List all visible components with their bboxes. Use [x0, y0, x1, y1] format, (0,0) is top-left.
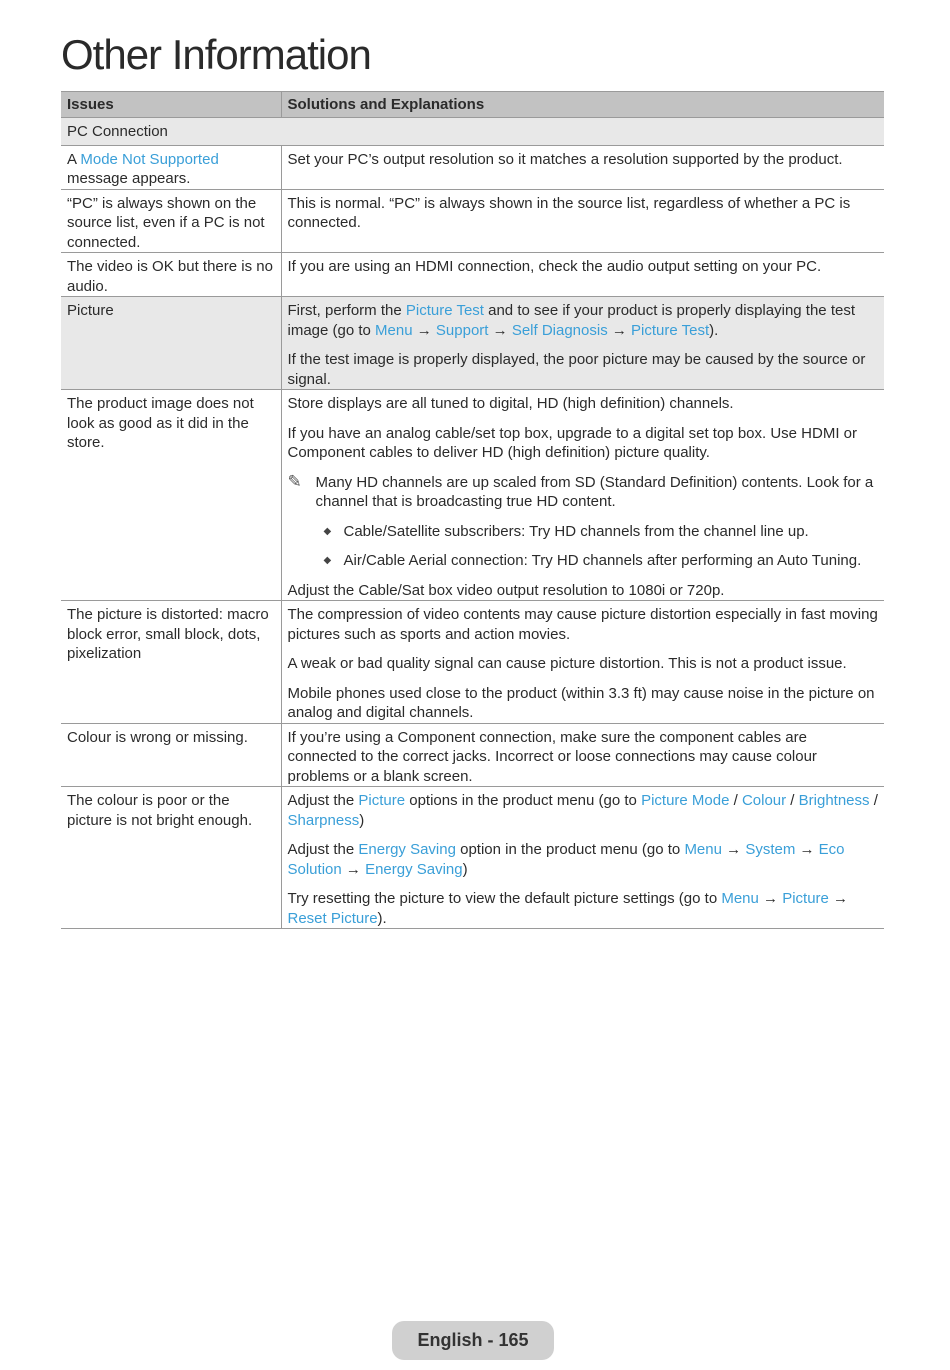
page-title: Other Information [61, 31, 371, 78]
arrow-icon: → [488, 321, 512, 339]
solution-text: The compression of video contents may cause picture distortion especially in fast moving pictures such as sports and action movies. [287, 606, 878, 643]
solution-text: If you’re using a Component connection, make sure the component cables are connected to the correct jacks. Incorrect or loose connections may cause colour problems or a blank screen. [287, 728, 817, 785]
table-header-row [61, 92, 884, 118]
solution-text [288, 301, 879, 340]
solution-cell [281, 601, 884, 724]
text: ) [462, 860, 468, 878]
link-menu[interactable]: Menu [684, 841, 722, 858]
solution-text: If you are using an HDMI connection, check the audio output setting on your PC. [287, 258, 822, 275]
pencil-note-icon: ✎ [287, 471, 302, 491]
issue-cell: “PC” is always shown on the source list, even if a PC is not connected. [61, 189, 281, 253]
text: Adjust the [287, 841, 359, 858]
solution-text: If you have an analog cable/set top box, upgrade to a digital set top box. Use HDMI or Component cables to deliver HD (high definition) picture quality. [287, 424, 858, 461]
link-picture[interactable]: Picture [358, 792, 406, 809]
diamond-bullet-icon: ◆ [323, 555, 332, 566]
solution-text [288, 791, 879, 830]
text: ) [359, 811, 365, 829]
header-issues: Issues [61, 92, 281, 118]
issue-text: A [67, 150, 81, 168]
issue-cell: The product image does not look as good as it did in the store. [61, 390, 281, 601]
solution-cell [281, 390, 884, 601]
table-row [61, 390, 884, 601]
issue-cell [61, 145, 281, 189]
arrow-icon: → [607, 321, 632, 339]
table-row [61, 601, 884, 724]
link-energy-saving-2[interactable]: Energy Saving [365, 860, 463, 878]
issue-cell: Picture [61, 297, 281, 390]
arrow-icon: → [341, 860, 366, 878]
arrow-icon: → [412, 321, 436, 339]
issue-cell: The colour is poor or the picture is not bright enough. [61, 787, 281, 929]
table-row [61, 787, 884, 929]
text: Try resetting the picture to view the default picture settings (go to [287, 890, 722, 907]
issue-cell: The picture is distorted: macro block error, small block, dots, pixelization [61, 601, 281, 724]
issue-cell: The video is OK but there is no audio. [61, 253, 281, 297]
link-sharpness[interactable]: Sharpness [287, 811, 360, 829]
troubleshooting-table [61, 91, 884, 929]
link-colour[interactable]: Colour [741, 792, 787, 809]
arrow-icon: → [721, 841, 746, 858]
link-self-diagnosis[interactable]: Self Diagnosis [511, 321, 608, 339]
table-row-picture [61, 297, 884, 390]
link-menu[interactable]: Menu [721, 890, 759, 907]
text: First, perform the [287, 302, 406, 319]
link-mode-not-supported[interactable]: Mode Not Supported [80, 150, 219, 168]
link-energy-saving[interactable]: Energy Saving [358, 841, 456, 858]
issue-text: message appears. [67, 170, 191, 187]
solution-cell [281, 723, 884, 787]
solution-cell [281, 787, 884, 929]
slash-separator: / [729, 792, 742, 809]
text: Adjust the [287, 792, 359, 809]
table-row [61, 145, 884, 189]
solution-text: This is normal. “PC” is always shown in the source list, regardless of whether a PC is connected. [287, 194, 851, 231]
text: and to see if your product is properly displaying the test image (go to [287, 302, 855, 339]
link-eco-solution[interactable]: Eco Solution [287, 841, 845, 878]
bullet-item [288, 551, 879, 571]
solution-text [288, 889, 879, 928]
text: ). [377, 909, 387, 927]
solution-text [288, 840, 879, 879]
bullet-text: Air/Cable Aerial connection: Try HD channels after performing an Auto Tuning. [343, 552, 862, 569]
header-solutions: Solutions and Explanations [281, 92, 884, 118]
table-row [61, 253, 884, 297]
text: ). [709, 321, 719, 339]
solution-text: Mobile phones used close to the product (within 3.3 ft) may cause noise in the picture on analog and digital channels. [287, 684, 875, 721]
text: options in the product menu (go to [405, 792, 642, 809]
table-row [61, 723, 884, 787]
section-label: PC Connection [61, 118, 884, 146]
table-row [61, 189, 884, 253]
diamond-bullet-icon: ◆ [323, 525, 332, 537]
link-picture-mode[interactable]: Picture Mode [641, 792, 730, 809]
solution-cell [281, 297, 884, 390]
arrow-icon: → [758, 890, 783, 907]
note-text: Many HD channels are up scaled from SD (Standard Definition) contents. Look for a channel that is broadcasting true HD content. [315, 473, 874, 510]
solution-cell [281, 189, 884, 253]
link-brightness[interactable]: Brightness [798, 792, 870, 809]
link-menu[interactable]: Menu [375, 321, 413, 339]
issue-cell: Colour is wrong or missing. [61, 723, 281, 787]
note [288, 473, 879, 512]
page-number-badge: English - 165 [392, 1321, 554, 1360]
solution-text: If the test image is properly displayed, the poor picture may be caused by the source or signal. [287, 351, 866, 388]
bullet-item [288, 522, 879, 542]
link-picture-test-2[interactable]: Picture Test [631, 321, 710, 339]
link-system[interactable]: System [745, 841, 796, 858]
solution-cell [281, 253, 884, 297]
link-reset-picture[interactable]: Reset Picture [287, 909, 378, 927]
solution-text: Set your PC’s output resolution so it matches a resolution supported by the product. [287, 150, 843, 168]
solution-text: A weak or bad quality signal can cause picture distortion. This is not a product issue. [287, 655, 847, 672]
slash-separator: / [869, 792, 878, 809]
solution-text: Store displays are all tuned to digital, HD (high definition) channels. [287, 395, 734, 412]
slash-separator: / [786, 792, 799, 809]
solution-text: Adjust the Cable/Sat box video output resolution to 1080i or 720p. [287, 581, 725, 599]
solution-cell [281, 145, 884, 189]
link-picture[interactable]: Picture [782, 890, 829, 907]
link-support[interactable]: Support [435, 321, 489, 339]
bullet-text: Cable/Satellite subscribers: Try HD channels from the channel line up. [343, 522, 809, 540]
text: option in the product menu (go to [455, 841, 685, 858]
arrow-icon: → [795, 841, 819, 858]
arrow-icon: → [828, 890, 849, 907]
section-row-pc-connection [61, 118, 884, 146]
link-picture-test[interactable]: Picture Test [405, 302, 484, 319]
